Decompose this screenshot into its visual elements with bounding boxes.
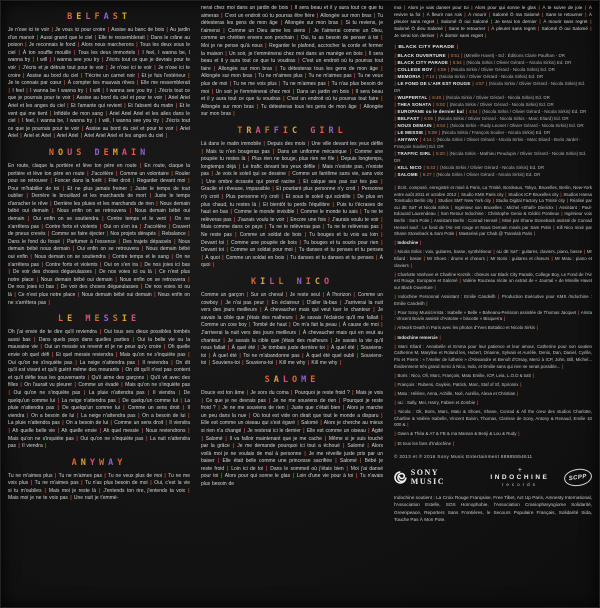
sony-music-label: SONY MUSIC [410,468,445,487]
track-row: | TRAFFIC GIRL | 5:20 | (Nicola Sirkis - Mathieu Peudupin / Olivier Gérard - Nicola Sirkis) Ed. DR [394,151,587,163]
song-title-traffic-girl: TRAFFIC GIRL [237,125,347,136]
credit-thanks-matu: | Matu : Hélène, Anna, Achille, Noé, Aurélia, Alexa et Christian | [394,390,519,396]
credit-thanks-fans: | Et tous les fans d'Indochine | [394,440,454,446]
lyrics-anyway: Tu ne m'aimes plus | Tu ne m'aimes pas | Tu ne veux plus de moi | Tu ne me vois plus | Tu ne m'aimes pas | Tu n'as plus besoin de moi | Oui, c'est la vie si tu m'oublies | Mais moi je reste là | J'entends ton rire, j'entends ta voix | Mais moi je ne te vois pas | Une nuit je t'emmè- [8,472,190,502]
lyrics-salome-continued: moi | Alors je vais danser pour toi | Alors pour qui sonne le glas | À te suivre de joie | À revivre ta foi | À fleurir nos rois | À mourir | Salomé Ô ma Salomé | Sans te retourner | À pleurer sans regret | Salomé Ô oui Salomé | Je serai ton dernier | À mourir sans regret | Salomé Ô dieu Salomé | Sans te retourner | À pleurer sans regret | Salomé Ô oui Salomé | Je serai ton dernier | À dormir sans regret | [394,5,592,38]
track-row: | WUPPERTAL | 6:48 | (Nicola Sirkis / Olivier Gérard - Nicola Sirkis) Ed. DR [394,95,550,101]
credit-choirs: | Charlotte Vanhove et Charline Keznik : chœurs sur Black City Parade, College Boy, Le Fond de l'Air est Rouge, Europane et Salomé | Valérie Rouzeau récite un extrait de « Journal » de Mireille Havet sur Black Ouverture | [394,271,592,290]
track-row: | BLACK OUVERTURE | 0:51 | (Mireille Havet) - Ed : Éditions Claire Paulhan - DR [394,53,565,59]
credit-thanks-family: | Gwen & Théa & A7 & FB & ma Maman & Benji & Lou & Rudy | [394,431,520,437]
credit-thanks-nicola: | Nicola : Oli, Boris, Marc, Matu & Shoes, Shane, Conrad & All the crew des studios Charlotte, Charline & Valérie Isabelle, Vincent Boivin, Thomas, Clarisse de Sony, Antony & Renaud, Emilie 10 000 & | [394,409,592,428]
column-left [8,5,190,604]
scpp-logo: SCPP [563,467,592,488]
track-row: | EUROPANE ou le dernier bal | 4:54 | (Nicola Sirkis / Olivier Gérard - Nicola Sirkis) Ed. DR [394,109,587,115]
column-middle [201,5,383,604]
tracklist-header: | BLACK CITY PARADE | [394,45,459,51]
plus-icon: + [517,467,522,475]
track-row: | BELFAST | 6:05 | (Nicola Sirkis / Olivier Gérard - Nicola Sirkis - Marc Eliard) Ed. DR [394,116,569,122]
credit-thanks-header: | Indochine remercie | [394,334,441,340]
song-title-anyway: ANYWAY [71,457,127,468]
credit-assistant: | Indochine Personnal Assistant : Emilie Candeilh | Production Exécutive pour KMS /Indochine : Emilie Candeilh | [394,294,592,306]
track-row: | KILL NICO | 5:43 | (Nicola Sirkis / Olivier Gérard - Nicola Sirkis) Ed. DR [394,164,545,170]
track-row: | LE MESSIE | 5:08 | (Nicola Sirkis / François Soulier - Nicola Sirkis) Ed. DR [394,130,551,136]
song-title-nous-demain: NOUS DEMAIN [48,147,150,158]
credit-artwork: | Artwork Death in Paris avec les photos d'Yves Bottalico et Nicola Sirkis | [394,325,538,331]
lyrics-traffic-girl: Là dans le matin immobile | Depuis des mois | Une ville devant tes yeux défile | Mais tu n'en bougeras pas | Dans un uniforme mécanique | Comme une poupée tu restes là | Plus rien ne bouge, plus rien ne file | Depuis longtemps, longtemps déjà | Le trafic devant tes yeux défile | Mais n'existe pas, n'existe pas | Je vois le soleil qui se dessine | Comme un fantôme sans vie, sans voix | Une ombre écrasée qui prend racine | Et calque ses pas sur tes pas | Gracile et rêveuse, impassible | Et pourtant plus personne n'y croit | Personne n'y croit | Plus personne n'y croit | Et sous le soleil qui scintille | De plus en plus chaud, tu restes là | Et bientôt tu perds l'équilibre | Puis tu t'écrases de haut en bas | Comme le monde invisible | Comme le monde tu sais | Tu ne te relèveras pas | J'aurais voulu te voir | Encore une fois | J'aurais voulu te voir | Mais comme dans ce pays | Tu ne te relèveras pas | Tu ne te relèveras pas | Ne reste pas | Comme un soldat de bois | Tu bouges et tu vois au loin | Devant toi | Comme une poupée de bois | Tu bouges et tu souris pour rien | Devant toi | Comme un soldat pour moi | Tu danses et tu penses et tu penses | À quoi | Comme un soldat en bois | Tu danses et tu danses et tu penses | À quoi | [201,140,383,269]
copyright-line: © 2013 et ℗ 2016 Sony Music Entertainment 88985554611 [394,454,533,460]
supported-causes-text: Indochine soutient : La Croix Rouge Française, Free Tibet, Act Up Paris, Amnesty International, l'Association Estelle, SOS Homophobie, l'Association Craniopharyngiome Solidarité, Greenpeace, Reporters Sans Frontières, le Secours Populaire Français, Solidarité Sida, Touche Pas À Mon Pote. [394,495,592,522]
song-title-kill-nico: KILL NICO [250,277,334,287]
column-right [394,5,592,604]
credit-label: | Pour Sony Music/Arista : Isabelle « Belle » Baheanu-Perisson assistée de Thomas Jacquet | Arista : Vincent Boivin assisté d'Antoine « biscotte » Bisquerra | [394,309,592,322]
song-title-salome: SALOME [264,374,320,385]
credit-thanks-marc: | Marc Eliard : Annabelle et Emma pour leur patience et leur amour, Catherine pour son soutien Catherine M, Maryline et Roland les, Hubert, Orianne, Sylvain et Aurélie, Denis, Dan, Daniel, Cyrille, Flo et Pierre : « l'Atelier de lutherie » d'Alexandre et Benoît d'Orsay, Merci à ICP, John, Bill, Michel... Évidemment très grand merci à Nico, Indo, et Emilie sans qui rien ne serait possible... | [394,343,592,369]
records-label: records [501,481,538,487]
track-row: | LE FOND DE L'AIR EST ROUGE | 4:57 | (Nicola Sirkis / Olivier Gérard - Nicola Sirkis) Ed. DR [394,81,586,94]
credit-band-members: | Nicola Sirkis : voix, guitares, basse, synthétiseur | oLi dE SaT : guitares, claviers, piano, basse | Mr Eliard : basse | Mr Shoes : drums et chœurs | Mr Boris : guitares et chœurs | Mr Matu : piano et claviers | [394,249,592,268]
track-row: | NOUS DEMAIN | 5:54 | (Nicola Sirkis - Rudy Leonet / Olivier Gérard - Nicola Sirkis) Ed. DR [394,123,584,129]
lyrics-anyway-continued: nerai chez moi dans un jardin de bois | Il sera beau et il y aura tout ce que tu aimeras | C'est un endroit où tu pourras être fière | Allongée sur mon bras | Tu détesteras les gens de mon âge | Allongée sur mon bras | Si tu reviens, je t'aimerai | Comme un Dieu aime les siens | Je t'aimerai comme un Dieu, comme un chrétien envers son prochain | Oui, tu as besoin de penser à toi | Moi je ne pense qu'à nous | Regarder le plafond, accrocher la corde et fermer la maison | Un soir, je t'emmènerai chez moi dans un manège en bois | Il sera beau et il y aura tout ce que tu voudras | C'est un endroit où tu pourras tout faire | Allongée sur mon bras | Tu détesteras tous les gens de mon âge | Allongée sur mon bras | Tu ne m'aimes plus | Tu ne m'aimes pas | Tu ne veux plus de moi | Tu ne me vois plus | Tu ne m'aimes pas | Tu n'as plus besoin de moi | Un soir je t'emmènerai chez moi | Dans un jardin en bois | Il sera beau et il y aura tout ce que tu voudras | C'est un endroit où tu pourras tout faire | Allongée sur mon bras | Tu détesteras tous les gens de mon âge | Allongée sur mon bras | [201,5,383,118]
tracklist [394,45,592,178]
indochine-label: INDOCHINE [490,474,550,482]
track-row: | ANYWAY | 4:14 | (Nicola Sirkis / Olivier Gérard - Nicola Sirkis - Marc Eliard - Boris Jardel - François Soulier) Ed. DR [394,137,581,150]
lyrics-nous-demain: En route, claque la portière et lève ton père en route | En route, claque la portière et lève ton père en route | J'accélère | Comme un volontaire | Rouler pour se retrouver | Foncer dans la forêt | Filer droit | Regarder devant moi | Pour m'habiller de toi | Et ne plus jamais freiner | Juste le temps de tout oublier | Derrière le brouillard et les marchands de mort | Juste le temps d'arracher le rêve | Derrière les pluies et les marchands de rien | Nous demain bébé oui demain | Nous enfin on se retrouvera | Nous demain bébé oui demain | Oui enfin on se soutiendra | Contre temps et le vent | On ne s'arrêtera pas | Contre forts et violents | Oui on s'en ira | J'accélère | Couvert de pneus crevés | Comme se faire éjecter | Nos projets dérapés | Rebalance | Dans le fond du fossé | Parfumer à l'essence | Des trajets dépassés | Nous demain bébé nous demain | Oui enfin on se retrouvera | Nous demain bébé oui enfin | Nous demain on se soutiendra | Contre temps et le sang | On ne s'arrêtera pas | Contre forts et violents | Oui on s'en ira | De nos joies ici bas | De voir des choses dégueulasses | De nos voies ici ou là | Ce n'est plus notre place | Nous demain bébé oui demain | Nous enfin on se retrouvera | De nos joies ici bas | De voir des choses dégueulasses | De nos voies ici ou là | Ce n'est plus notre place | Nous demain bébé oui demain | Nous enfin on ne s'arrêtera pas | [8,162,190,306]
track-row: | BLACK CITY PARADE | 5:54 | (Nicola Sirkis / Olivier Gérard – Nicola Sirkis) Ed. DR [394,60,572,66]
track-row: | MEMORIA | 7:14 | (Nicola Sirkis / Olivier Gérard - Nicola Sirkis) Ed. DR [394,74,544,80]
credit-band-header: | Indochine | [394,240,422,246]
lyrics-belfast: Je n'ose ici te voir | Je vous ici pour croire | Assise au banc de bois | Au jardin d'un manoir | Aussi grand que le ciel | Elle te ressemblerait | Dans le crâne au poison | Je reconnais le fond | Alors nous marcherons | Tous les deux sous le ciel | À ton souffle mouillé | Tous les deux immortels | I feel, I wanna be, I wanna try | I will | I wanna see you try | J'écris tout ce que je devrais pour te voir | J'écris et je détruis tout pour te voir | Je n'ose ici te voir | Je n'ose ici te croire | Assise au bord du ciel | T'écrire un carnet noir | Et je fuis l'extérieur | Je te connais par cœur | À compter tes mauvais rêves | Elle me ressemblerait | I feel | I wanna be I wanna try | I will | I wanna see you try | J'écris tout ce que je pourrais pour te voir | Assise au bord du ciel et pour te voir | Ariel Ariel Ariel et les anges du ciel | Et l'amante qui revient | Et l'absent du matin | Et le vent qui me tient | Infidèle de mon sang | Ariel Ariel Ariel et les ailes dans le ciel | I feel, I wanna be, I wanna try | I will, I wanna see you try | J'écris tout ce que je pourrais pour te voir | Assise au bord du ciel et pour te voir | Ariel Ariel | Ariel et Ariel | Ariel Ariel | Ariel Ariel Ariel et les anges du ciel | [8,27,190,140]
credit-thanks-boris: | Boris : Nico, Oli, Marc, François, Matu Emilie, ICP, Leia, L.O.D & tutti | [394,372,534,378]
lyrics-kill-nico: Comme un garçon | Sur un cheval | Je reste seul | À l'horizon | Comme un cowboy | Je n'ai pas peur | En éclaireur | D'aller là-bas | J'arriverai la nuit vers des jours meilleurs | À chevaucher mais qui veut tuer le chanteur | Je savais la cible que j'étais des malheurs | Je savais l'éclaircie qu'il me fallait | Comme un cow boy | Tombé de haut | On m'a fait la peau | À cause de moi | J'arriverai la nuit vers des jours meilleurs | À chevaucher mais qui en veut au chanteur | Je savais la cible que j'étais des malheurs | Je savais la vie qu'il nous fallait | À quel été | Je tombais juste derrière toi | À quel été | Souviens-toi | À quel été | Toi ne m'abandonne pas | À quel été quel oubli | Souviens-toi | Souviens-toi | Souviens-toi | Kill me why | Kill me why | [201,292,383,367]
sony-swirl-icon [394,471,407,484]
credit-thanks-oli: | oLi : Sally, Mei, Harry, Fabien et Zombie | [394,399,479,405]
credit-thanks-francois: | François : Rubens, Guylein, Patrick, Marc, Staf of Sf, Spiromix | [394,381,522,387]
song-title-belfast: BELFAST [67,12,131,22]
song-title-le-messie: LE MESSIE [57,314,141,325]
track-row: | SALOME | 6:27 | (Nicola Sirkis / Olivier Gérard - Nicola Sirkis) Ed. DR [394,171,541,177]
lyrics-salome: Douce est ton âme | Je sors du coma | Pourquoi je reste froid ? | Mais je vois | Ce que je ne devrais pas | Je ne me souviens de rien | Pourquoi je reste froid ? | Je ne me souviens de rien | Juste que c'était bien | Alors je marche un peu dans la nue | Où tout est vide on dirait que tout le monde a disparu | Elle est comme un oiseau qui s'est égaré | Salomé | Alors je cherche au mieux si rien n'a changé | Je resterai ici le dernier | Elle est comme un oiseau | Agité | Salomé | Il va falloir maintenant que je me cache | Même si je suis touché par la grâce | Je me demande pourquoi ici tout a échoué | Salomé | Alors voilà moi je ne voulais de mal à personne | Je me réveille juste pris par un baiser | Elle était belle comme une princesse sacrifiée | Salomé | Bébé je reste froid | Loin ici de toi | Dans le sommeil où j'étais bien | Moi j'ai dansé pour toi | Alors pour qui sonne le glas | Loin d'une vie pour à toi | Tu n'avais plus besoin de [201,389,383,488]
booklet-columns [8,5,592,604]
indochine-records-logo [490,467,549,487]
credit-recording: | Écrit, composé, enregistré et mixé à Paris, La Trinité, Bordeaux, Tokyo, Bruxelles, Berlin, New-York entre août 2011 et octobre 2012 | Studio KMS Paris city | Studios ICP Bruxelles city | Studios Hansa Tonstudio Berlin city | Studios SMT New York city | Studio Digital Factory La Trinité city | Réalisé par oLi dE SaT et Nicola Sirkis | Ingénieur son Bruxelles : Michel «Shaft» Dierickx | Assistant : Paul-Edouard Laurendeau | Son Retour Indochine : Christophe Genix & Cédric Pontieux | Ingénieur voix Berlin : Sam Potin | Assistant Berlin : Conrad Hensel | Mixé par Shane Stoneback assisté de Conrad Hensel sauf : Le fond de l'Air est rouge et Nous Demain mixés par Sam Potin | Kill Nico mixé par Shane Stoneback & Sam Potin | Masterisé par Chab @ Translab Paris | [394,184,592,237]
track-row: | THEA SONATA | 5:02 | (Nicola Sirkis / Olivier Gérard - Nicola Sirkis) Ed. DR [394,102,554,108]
sony-music-logo [394,468,475,486]
track-row: | COLLEGE BOY | 4:59 | (Nicola Sirkis / Olivier Gérard - Nicola Sirkis) Ed. DR [394,67,555,73]
credits-block [394,185,592,447]
logo-row [394,467,592,487]
lyrics-le-messie: Oh j'ai envie de te dire qu'il reviendra | Oui tous ses dieux possibles tombés aussi bas | Dans quels pays dans quelles parties | Oui la belle vie ou la mauvaise vie | Oui un messie va revenir et je ne peux qu'y croire | Oh quelle envie oh quel défi | Et quel messie reviendra | Mais qu'on ne s'inquiète pas | Oui qu'on ne s'inquiète pas | La neige n'attendra pas | Il reviendra | On dit qu'il est vivant et qu'il guérit même des mourants | On dit qu'il n'est pas content et qu'il défie tous les gouvernants | Qu'il aime des garçons | Qu'il vit avec des filles | On l'aurait vu pleurer | Comme un évadé | Mais qu'on ne s'inquiète pas | Oui qu'on ne s'inquiète pas | La pluie n'attendra pas | Il viendra | De quelqu'un comme lui | La neige n'attendra pas | De quelqu'un comme lui | La pluie n'attendra pas | De quelqu'un comme lui | Comme un sens droit | Il viendra | On a besoin de lui | La neige n'attendra pas | On a besoin de lui | La pluie n'attendra pas | On a besoin de lui | Comme un sens droit | Il viendra | Ah quelle belle vie | Ah quelle envie | Ah quel messie | Nous reviendrons | Mais qu'on ne s'inquiète pas | Oui qu'on ne s'inquiète pas | La nuit n'attendra pas | Il viendra | [8,329,190,450]
